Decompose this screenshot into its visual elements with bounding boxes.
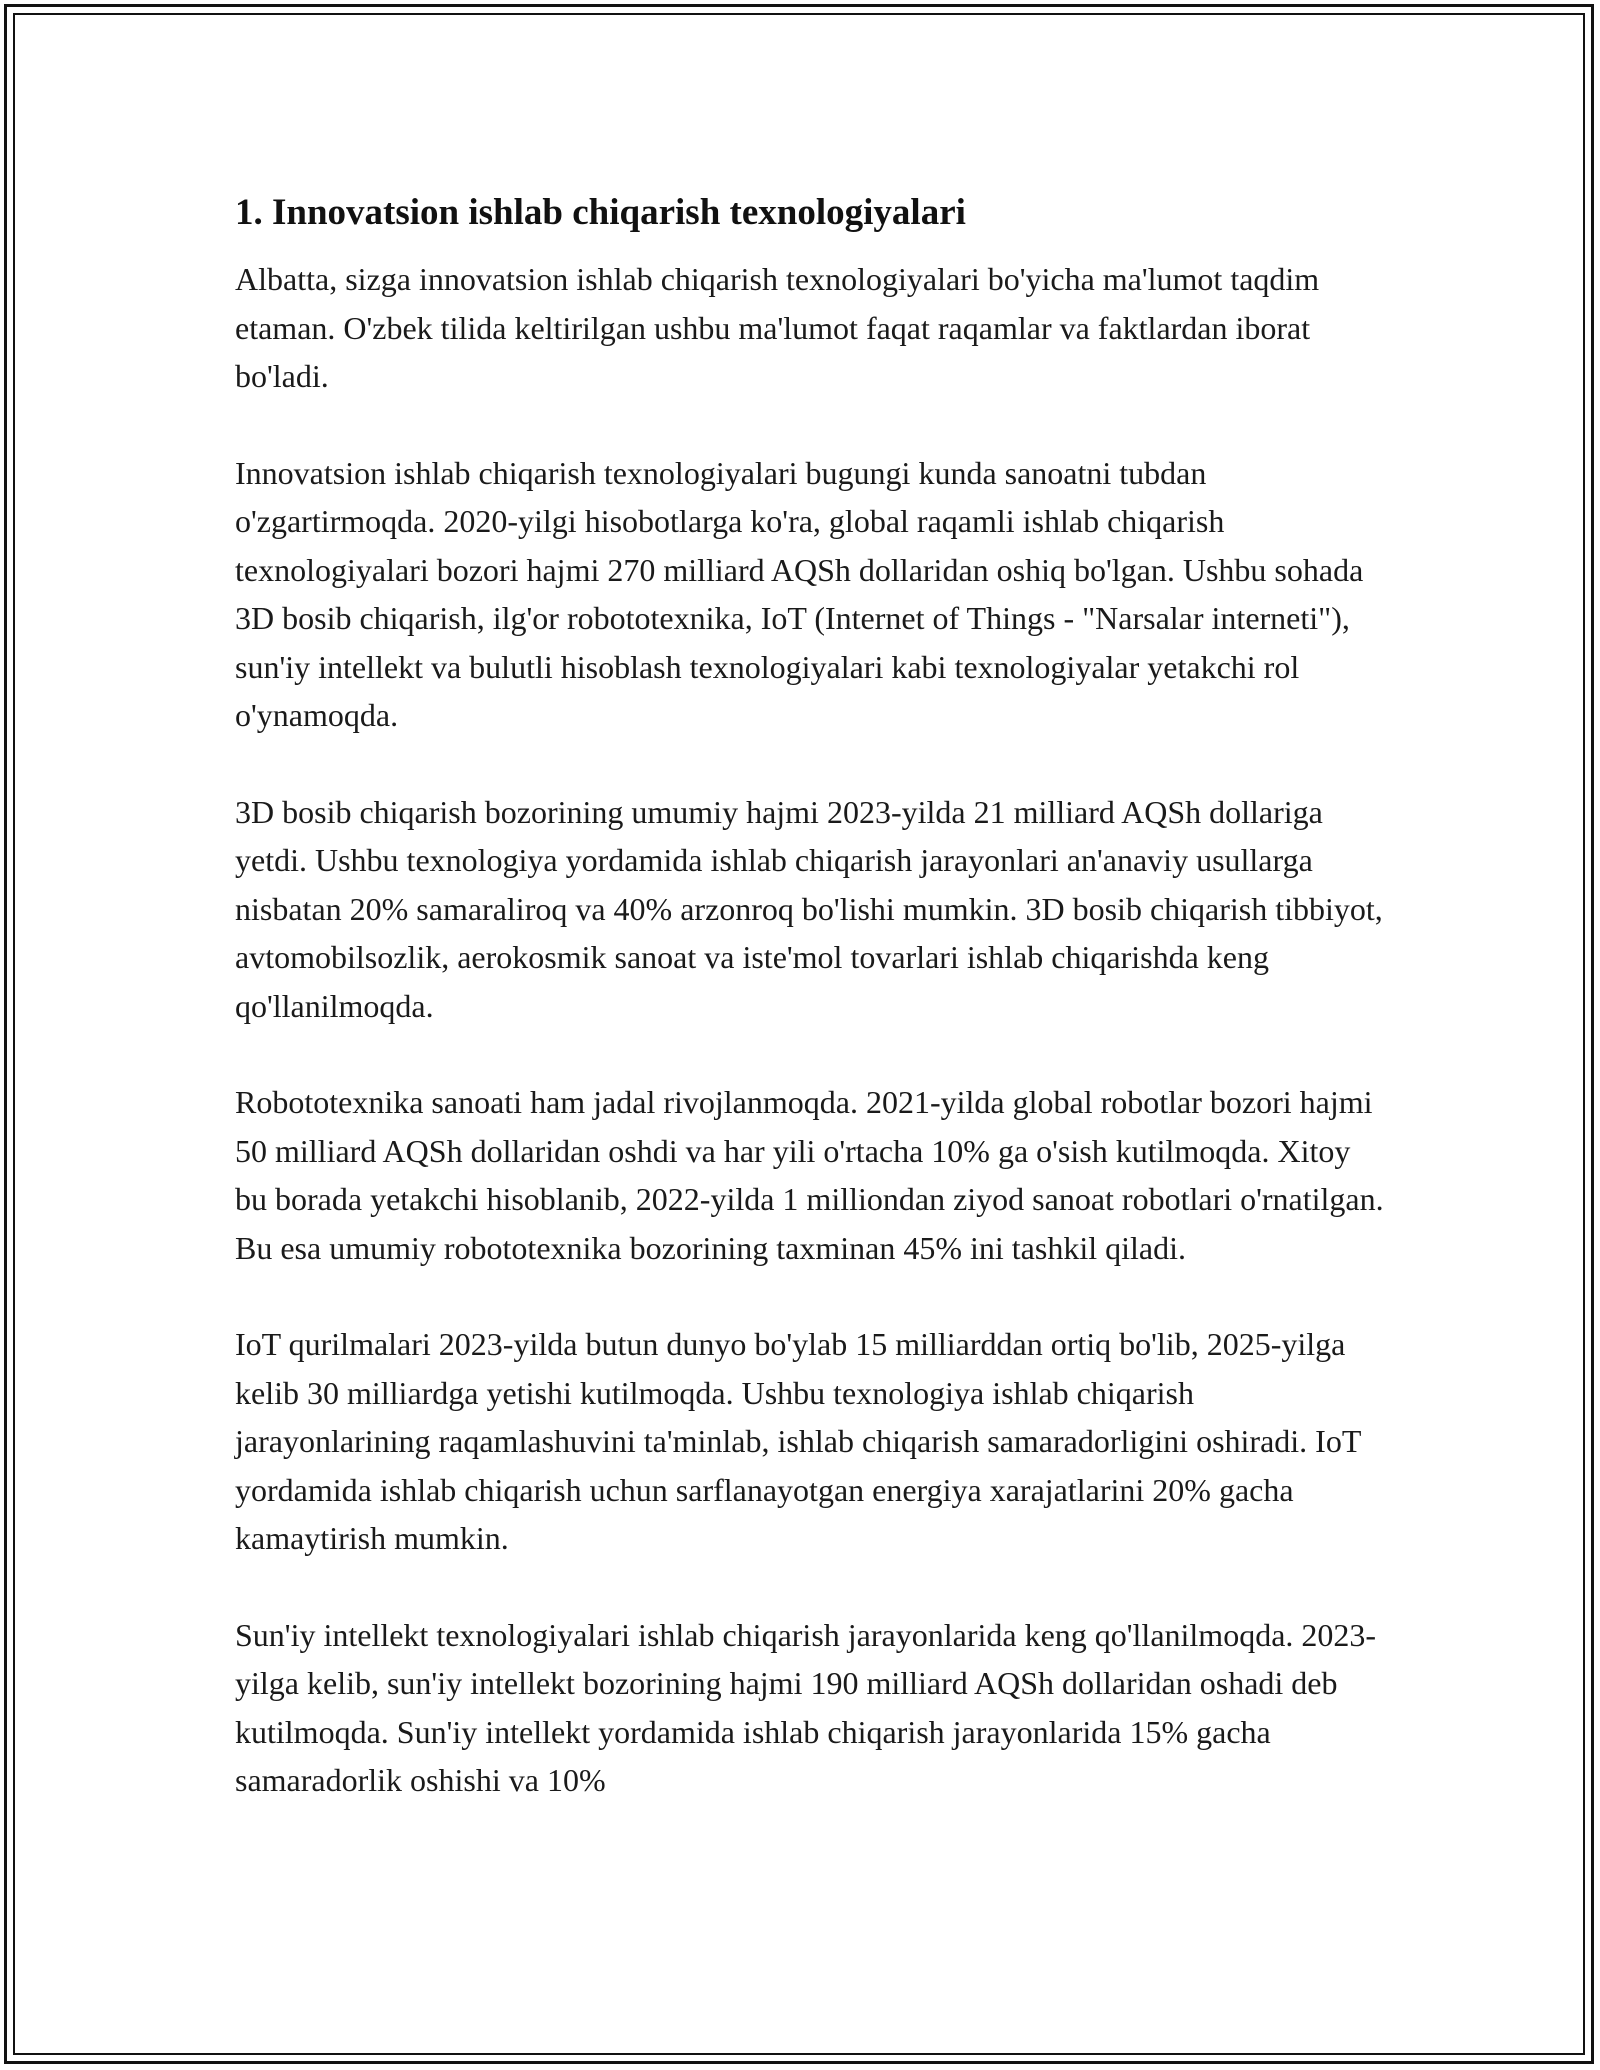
paragraph-ai: Sun'iy intellekt texnologiyalari ishlab chiqarish jarayonlarida keng qo'llanilmoqda. 2023-yilga kelib, sun'iy intellekt bozorining hajmi 190 milliard AQSh dollaridan oshadi deb kutilmoqda. Sun'iy intellekt yordamida ishlab chiqarish jarayonlarida 15% gacha samaradorlik oshishi va 10% [235, 1616, 1377, 1798]
paragraph-overview: Innovatsion ishlab chiqarish texnologiyalari bugungi kunda sanoatni tubdan o'zgartirmoqda. 2020-yilgi hisobotlarga ko'ra, global raqamli ishlab chiqarish texnologiyalari bozori hajmi 270 milliard AQSh dollaridan oshiq bo'lgan. Ushbu sohada 3D bosib chiqarish, ilg'or robototexnika, IoT (Internet of Things - "Narsalar interneti"), sun'iy intellekt va bulutli hisoblash texnologiyalari kabi texnologiyalar yetakchi rol o'ynamoqda. [235, 454, 1364, 733]
paragraph-intro: Albatta, sizga innovatsion ishlab chiqarish texnologiyalari bo'yicha ma'lumot taqdim etaman. O'zbek tilida keltirilgan ushbu ma'lumot faqat raqamlar va faktlardan iborat bo'ladi. [235, 261, 1320, 394]
paragraph-iot: IoT qurilmalari 2023-yilda butun dunyo bo'ylab 15 milliarddan ortiq bo'lib, 2025-yilga kelib 30 milliardga yetishi kutilmoqda. Ushbu texnologiya ishlab chiqarish jarayonlarining raqamlashuvini ta'minlab, ishlab chiqarish samaradorligini oshiradi. IoT yordamida ishlab chiqarish uchun sarflanayotgan energiya xarajatlarini 20% gacha kamaytirish mumkin. [235, 1326, 1361, 1556]
section-heading: 1. Innovatsion ishlab chiqarish texnologiyalari [235, 192, 966, 233]
paragraph-robotics: Robototexnika sanoati ham jadal rivojlanmoqda. 2021-yilda global robotlar bozori hajmi 50 milliard AQSh dollaridan oshdi va har yili o'rtacha 10% ga o'sish kutilmoqda. Xitoy bu borada yetakchi hisoblanib, 2022-yilda 1 milliondan ziyod sanoat robotlari o'rnatilgan. Bu esa umumiy robototexnika bozorining taxminan 45% ini tashkil qiladi. [235, 1084, 1384, 1266]
document-body [235, 185, 1385, 1805]
paragraph-3d-printing: 3D bosib chiqarish bozorining umumiy hajmi 2023-yilda 21 milliard AQSh dollariga yetdi. Ushbu texnologiya yordamida ishlab chiqarish jarayonlari an'anaviy usullarga nisbatan 20% samaraliroq va 40% arzonroq bo'lishi mumkin. 3D bosib chiqarish tibbiyot, avtomobilsozlik, aerokosmik sanoat va iste'mol tovarlari ishlab chiqarishda keng qo'llanilmoqda. [235, 793, 1383, 1024]
